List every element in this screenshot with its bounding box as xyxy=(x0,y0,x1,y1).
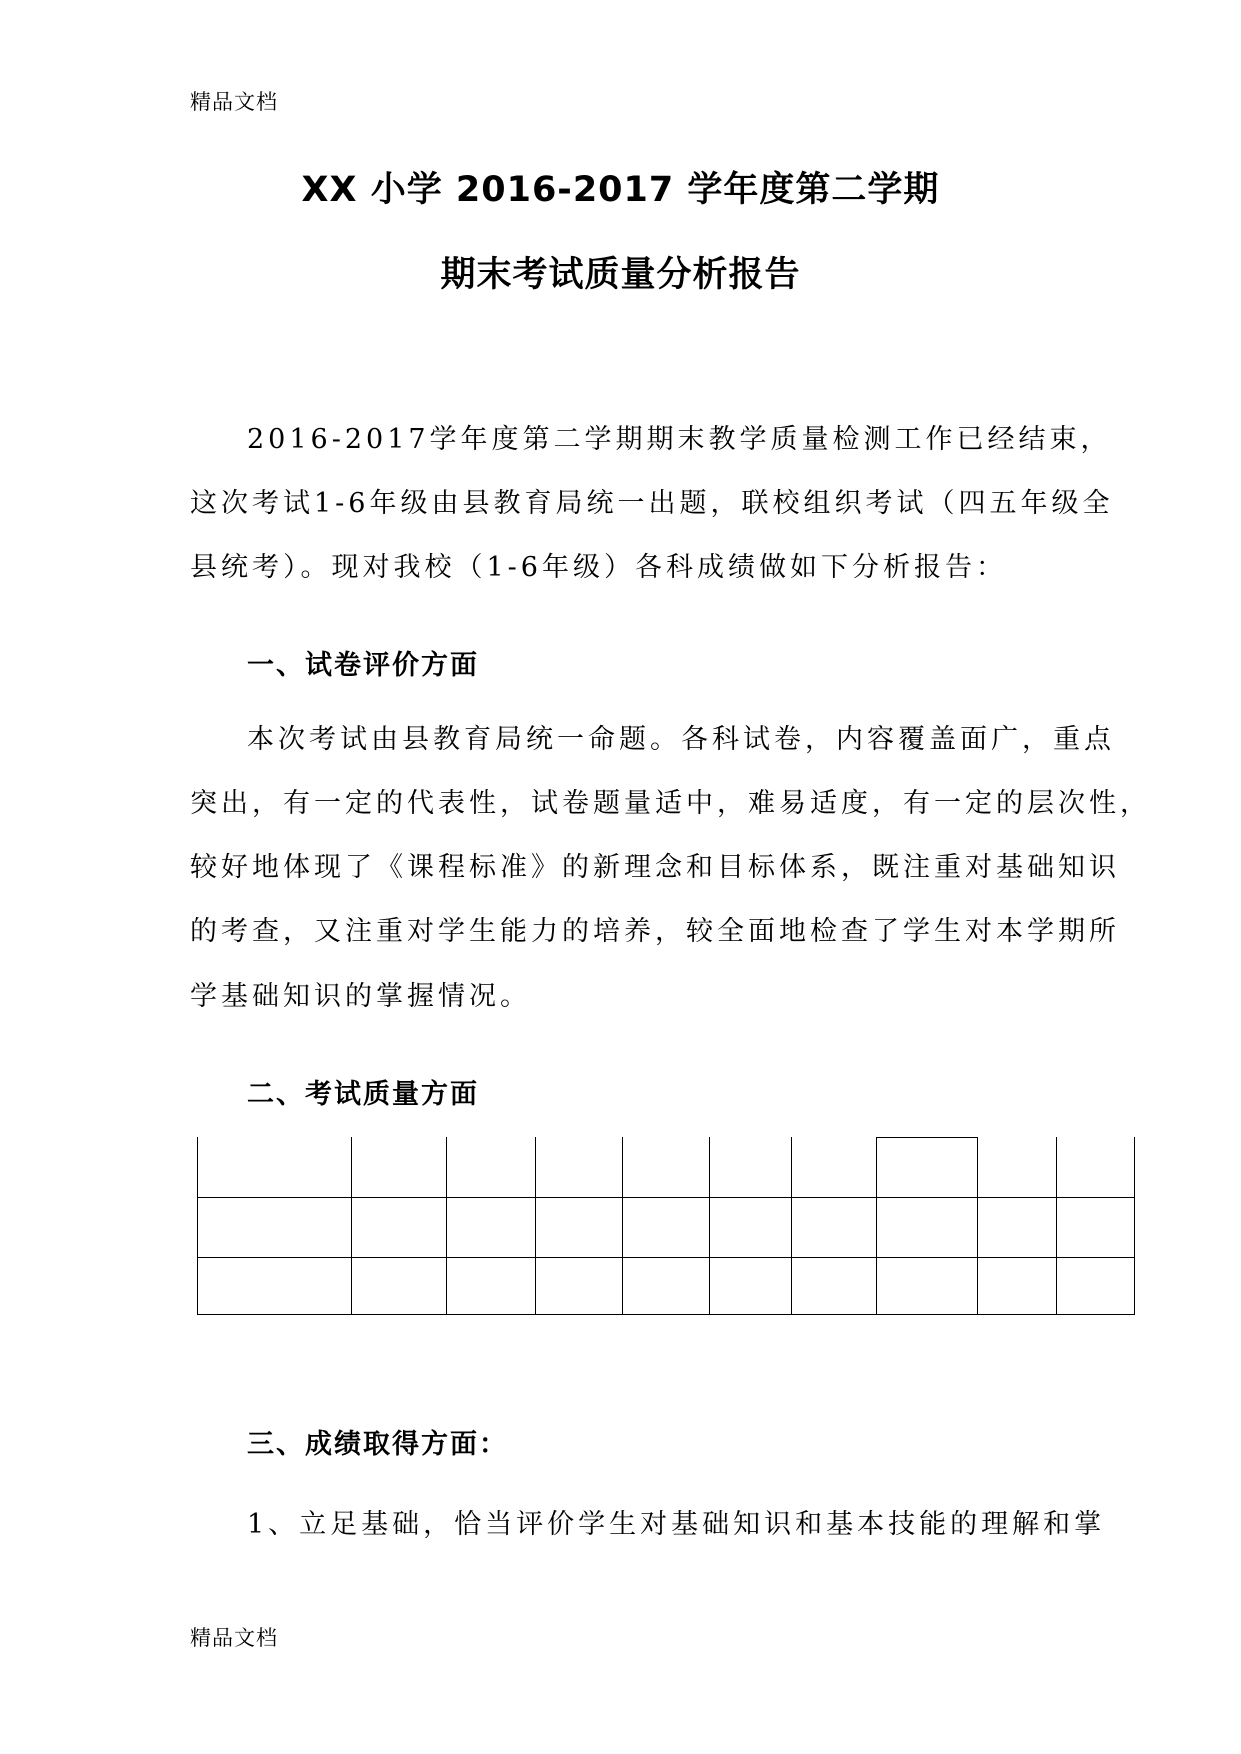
section1-line: 的考查，又注重对学生能力的培养，较全面地检查了学生对本学期所 xyxy=(190,916,1120,947)
table-hline xyxy=(197,1257,1134,1258)
table-hline xyxy=(197,1197,1134,1198)
table-hline xyxy=(197,1314,1135,1315)
header-watermark: 精品文档 xyxy=(190,90,278,114)
report-title-line2: 期末考试质量分析报告 xyxy=(440,255,801,295)
table-vline xyxy=(535,1137,536,1315)
section3-heading: 三、成绩取得方面： xyxy=(247,1429,508,1460)
section1-line: 突出，有一定的代表性，试卷题量适中，难易适度，有一定的层次性， xyxy=(190,788,1151,819)
table-vline xyxy=(446,1137,447,1315)
footer-watermark: 精品文档 xyxy=(190,1626,278,1650)
section2-heading: 二、考试质量方面 xyxy=(247,1079,479,1110)
table-vline xyxy=(876,1137,877,1315)
section1-line: 较好地体现了《课程标准》的新理念和目标体系，既注重对基础知识 xyxy=(190,852,1120,883)
section1-heading: 一、试卷评价方面 xyxy=(247,650,479,681)
table-vline xyxy=(977,1137,978,1315)
table-vline xyxy=(709,1137,710,1315)
intro-line: 县统考）。现对我校（1-6年级）各科成绩做如下分析报告： xyxy=(190,552,1007,583)
intro-line: 这次考试1-6年级由县教育局统一出题，联校组织考试（四五年级全 xyxy=(190,488,1114,519)
table-vline xyxy=(1056,1137,1057,1315)
intro-line: 2016-2017学年度第二学期期末教学质量检测工作已经结束， xyxy=(247,424,1112,455)
table-vline xyxy=(197,1137,198,1315)
table-vline xyxy=(622,1137,623,1315)
table-vline xyxy=(1134,1137,1135,1315)
table-vline xyxy=(791,1137,792,1315)
quality-table xyxy=(197,1137,1135,1315)
section1-line: 学基础知识的掌握情况。 xyxy=(190,981,531,1012)
section3-line: 1、立足基础，恰当评价学生对基础知识和基本技能的理解和掌 xyxy=(247,1509,1106,1540)
report-title-line1: XX 小学 2016-2017 学年度第二学期 xyxy=(301,170,940,210)
table-hline xyxy=(876,1137,977,1138)
section1-line: 本次考试由县教育局统一命题。各科试卷，内容覆盖面广，重点 xyxy=(247,724,1115,755)
table-vline xyxy=(351,1137,352,1315)
